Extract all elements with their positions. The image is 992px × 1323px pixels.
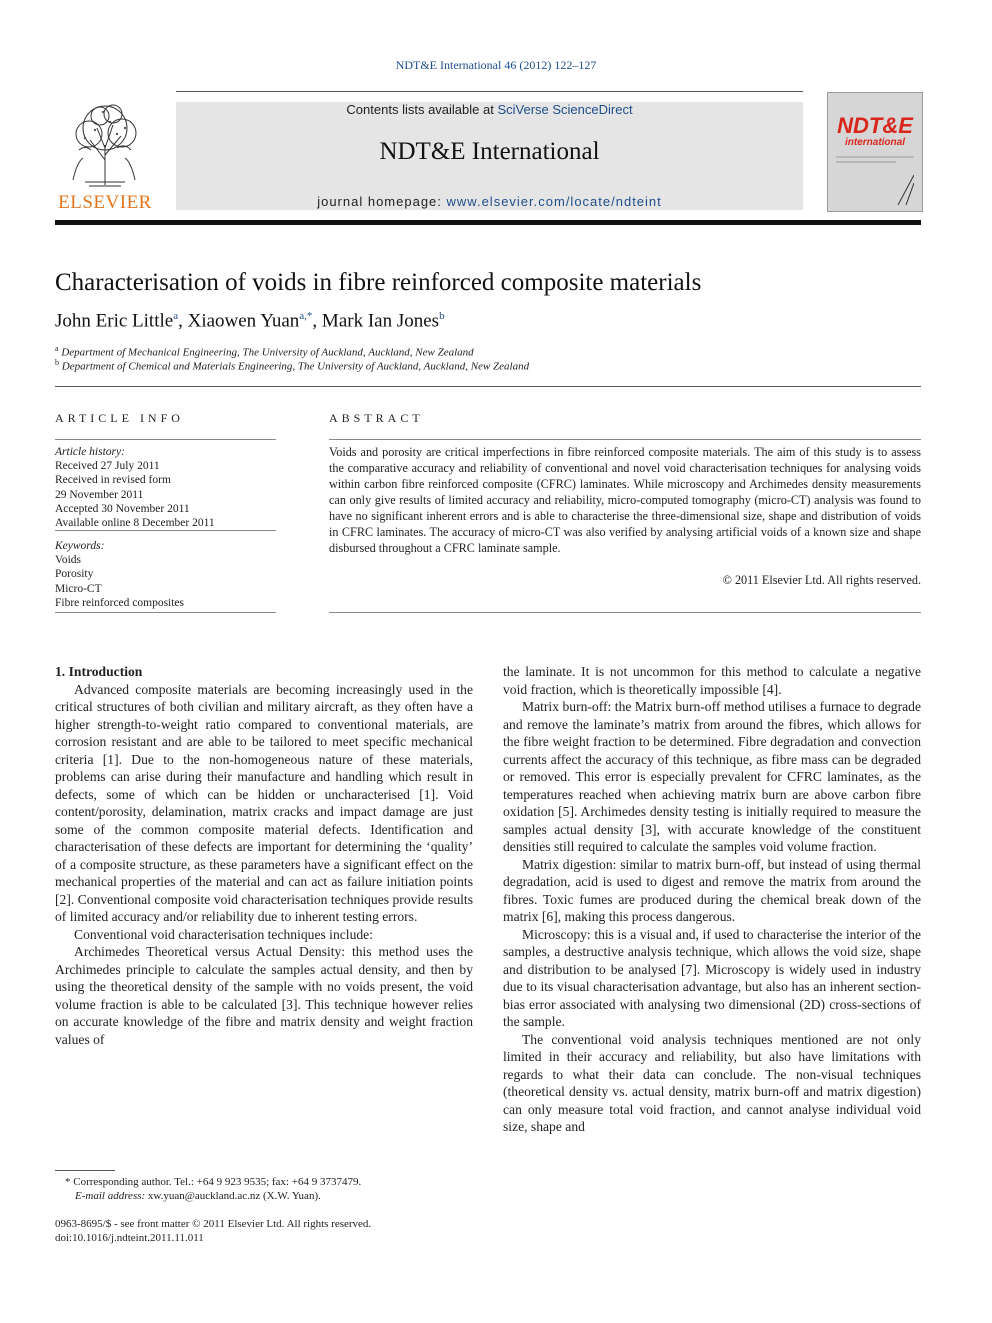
history-line: Received 27 July 2011 [55, 460, 160, 473]
header-bottom-rule [55, 220, 921, 225]
article-info-heading: ARTICLE INFO [55, 411, 184, 425]
body-left-column [55, 663, 473, 1048]
article-title: Characterisation of voids in fibre reinforced composite materials [55, 269, 702, 296]
body-right-column [503, 663, 921, 1136]
cover-decoration-icon [836, 153, 914, 205]
history-line: Accepted 30 November 2011 [55, 502, 190, 515]
author-name[interactable]: John Eric Little [55, 310, 174, 332]
body-paragraph: Microscopy: this is a visual and, if used to characterise the interior of the samples, a destructive analysis technique, which allows the void size, shape and distribution to be analysed [7]. Microscopy is widely used in industry due to its visual characterisation advantage, but also has an inherent section-bias error associated with analysing two dimensional (2D) cross-sections of the sample. [503, 926, 921, 1029]
article-info-divider [55, 439, 276, 440]
body-paragraph: Advanced composite materials are becoming increasingly used in the critical structures of both civilian and military aircraft, as they often have a higher strength-to-weight ratio compared to conventional materials, are corrosion resistant and are able to be tailored to meet specific mechanical criteria [1]. Due to the non-homogeneous nature of these materials, problems can arise during their manufacture and handling which result in defects, some of which can be hidden or uncharacterised [1]. Void content/porosity, delamination, matrix cracks and impact damage are just some of the common composite material defects. Identification and characterisation of these defects are important for determining the ‘quality’ of a composite structure, as these parameters have a significant effect on the mechanical properties of the material and can act as failure initiation points [2]. Conventional composite void characterisation techniques provide results of limited accuracy and/or reliability due to inherent testing errors. [55, 681, 473, 924]
keyword: Porosity [55, 568, 94, 581]
author-affil-mark[interactable]: b [439, 310, 445, 322]
body-paragraph: the laminate. It is not uncommon for this method to calculate a negative void fraction, which is theoretically impossible [4]. [503, 664, 921, 697]
keyword: Voids [55, 554, 81, 567]
contents-prefix: Contents lists available at [346, 102, 498, 117]
body-paragraph: Matrix digestion: similar to matrix burn-off, but instead of using thermal degradation, acid is used to digest and remove the matrix from around the fibres. Toxic fumes are produced during the chemical break down of the matrix [6], making this process dangerous. [503, 856, 921, 924]
history-line: Available online 8 December 2011 [55, 517, 215, 530]
abstract-text: Voids and porosity are critical imperfections in fibre reinforced composite materials. The aim of this study is to assess the comparative accuracy and reliability of conventional and novel void characterisation techniques for analysing voids within carbon fibre reinforced composite (CFRC) laminates. While microscopy and Archimedes density measurements can only give results of limited accuracy and reliability, micro-computed tomography (micro-CT) analysis was found to have no significant inherent errors and is able to characterise the three-dimensional size, shape and distribution of voids in CFRC laminates. The accuracy of micro-CT was also verified by analysing artificial voids of a known size and shape disbursed throughout a CFRC laminate sample. [329, 445, 921, 555]
keywords-label: Keywords: [55, 540, 105, 552]
abstract-heading: ABSTRACT [329, 411, 424, 425]
journal-homepage-link[interactable]: www.elsevier.com/locate/ndteint [446, 194, 662, 209]
affiliation [55, 358, 921, 373]
affiliation-label: b [55, 358, 59, 367]
journal-name: NDT&E International [379, 138, 600, 165]
homepage-prefix: journal homepage: [317, 194, 447, 209]
body-paragraph: The conventional void analysis techniques mentioned are not only limited in their accuracy and reliability, but also have limitations with regards to what their data can conclude. The non-visual techniques (theoretical density vs. actual density, matrix burn-off and matrix digestion) can only measure total void fraction, and cannot analyse individual void size, shape and [503, 1031, 921, 1134]
author-name[interactable]: Mark Ian Jones [321, 310, 440, 332]
issn-line: 0963-8695/$ - see front matter © 2011 Elsevier Ltd. All rights reserved. [55, 1218, 372, 1230]
contents-line [176, 102, 803, 117]
footnote-rule [55, 1170, 115, 1171]
journal-citation[interactable]: NDT&E International 46 (2012) 122–127 [395, 58, 597, 72]
journal-cover-thumbnail [827, 92, 923, 212]
cover-subtitle: international [844, 137, 905, 148]
affiliation-label: a [55, 344, 59, 353]
history-label: Article history: [55, 446, 125, 458]
article-info-divider [55, 612, 276, 613]
body-paragraph: Matrix burn-off: the Matrix burn-off method utilises a furnace to degrade and remove the laminate’s matrix from around the fibres, which allows for the fibre weight fraction to be determined. Fibre degradation and convection currents affect the accuracy of this technique, as fibre mass can be degraded or removed. This error is especially prevalent for CFRC laminates, as the temperatures reached when achieving matrix burn are above carbon fibre oxidation [5]. Archimedes density testing is initially required to measure the samples actual density [3], with accurate knowledge of the constituent densities still required to calculate the samples void volume fraction. [503, 699, 921, 854]
affiliation [55, 344, 921, 359]
sciencedirect-link[interactable]: SciVerse ScienceDirect [497, 102, 633, 117]
abstract-divider [329, 439, 921, 440]
email-note [55, 1189, 493, 1203]
email-label: E-mail address: [75, 1190, 148, 1202]
author-affil-mark[interactable]: a,* [299, 310, 313, 322]
article-info-divider [55, 530, 276, 531]
doi-line[interactable]: doi:10.1016/j.ndteint.2011.11.011 [55, 1232, 204, 1244]
history-line: 29 November 2011 [55, 488, 144, 501]
title-divider [55, 386, 921, 387]
history-line: Received in revised form [55, 474, 171, 487]
abstract-divider [329, 612, 921, 613]
body-paragraph: Conventional void characterisation techniques include: [74, 926, 373, 942]
affiliation-text: Department of Mechanical Engineering, The University of Auckland, Auckland, New Zealand [61, 346, 474, 359]
section-title: 1. Introduction [55, 664, 143, 679]
homepage-line [176, 194, 803, 209]
keyword: Micro-CT [55, 582, 102, 595]
abstract-copyright: © 2011 Elsevier Ltd. All rights reserved. [722, 573, 921, 587]
header-top-rule [176, 91, 803, 92]
publisher-logo-text: ELSEVIER [58, 192, 152, 213]
affiliation-text: Department of Chemical and Materials Engineering, The University of Auckland, Auckland, New Zealand [61, 360, 530, 373]
cover-title: NDT&E [837, 113, 913, 138]
author-list [55, 310, 921, 332]
author-separator: , [178, 310, 188, 332]
author-separator: , [312, 310, 322, 332]
body-paragraph: Archimedes Theoretical versus Actual Density: this method uses the Archimedes principle to calculate the samples actual density, and then by using the theoretical density of the sample with no voids present, the void volume fraction is able to be calculated [3]. This technique however relies on accurate knowledge of the fibre and matrix density and weight fraction values of [55, 944, 473, 1047]
corresponding-author-note: * Corresponding author. Tel.: +64 9 923 9535; fax: +64 9 3737479. [65, 1176, 362, 1188]
front-matter [55, 1217, 473, 1245]
article-history [55, 445, 276, 530]
keyword: Fibre reinforced composites [55, 596, 185, 609]
author-name[interactable]: Xiaowen Yuan [187, 310, 300, 332]
email-address[interactable]: xw.yuan@auckland.ac.nz (X.W. Yuan). [147, 1190, 321, 1202]
keywords [55, 539, 276, 610]
author-affil-mark[interactable]: a [173, 310, 179, 322]
